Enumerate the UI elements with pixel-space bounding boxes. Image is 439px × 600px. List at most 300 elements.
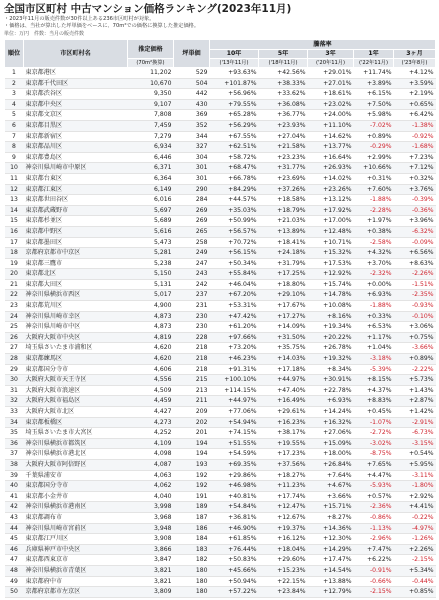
growth-3m-cell: +7.23% <box>394 152 436 163</box>
growth-5y-cell: +17.27% <box>259 311 308 322</box>
growth-3y-cell: +27.06% <box>308 428 354 439</box>
growth-3m-cell: -4.97% <box>394 523 436 534</box>
growth-1y-cell: +0.57% <box>354 491 394 502</box>
growth-1y-cell: +4.37% <box>354 385 394 396</box>
table-row <box>5 322 436 333</box>
growth-10y-cell: +44.57% <box>210 195 259 206</box>
tsubo-cell: 202 <box>174 417 210 428</box>
price-cell: 4,087 <box>128 459 174 470</box>
price-cell: 9,350 <box>128 89 174 100</box>
growth-5y-cell: +17.74% <box>259 491 308 502</box>
tsubo-cell: 194 <box>174 438 210 449</box>
growth-3m-cell: -2.15% <box>394 555 436 566</box>
rank-cell: 12 <box>5 184 24 195</box>
tsubo-cell: 189 <box>174 502 210 513</box>
tsubo-cell: 187 <box>174 512 210 523</box>
rank-cell: 46 <box>5 544 24 555</box>
growth-1y-cell: -3.02% <box>354 438 394 449</box>
price-cell: 3,998 <box>128 502 174 513</box>
growth-10y-cell: +46.90% <box>210 523 259 534</box>
growth-3y-cell: +26.78% <box>308 343 354 354</box>
growth-3y-cell: +15.71% <box>308 502 354 513</box>
tsubo-cell: 180 <box>174 565 210 576</box>
growth-5y-cell: +47.40% <box>259 385 308 396</box>
rank-cell: 28 <box>5 354 24 365</box>
tsubo-cell: 290 <box>174 184 210 195</box>
table-row <box>5 110 436 121</box>
tsubo-cell: 249 <box>174 248 210 259</box>
table-row <box>5 396 436 407</box>
rank-cell: 4 <box>5 99 24 110</box>
tsubo-cell: 215 <box>174 375 210 386</box>
header-rank: 順位 <box>5 40 24 68</box>
growth-3m-cell: +5.73% <box>394 375 436 386</box>
municipality-cell: 神奈川県横浜市港北区 <box>24 449 128 460</box>
tsubo-cell: 269 <box>174 216 210 227</box>
growth-5y-cell: +18.58% <box>259 195 308 206</box>
growth-1y-cell: -1.88% <box>354 301 394 312</box>
growth-1y-cell: -2.36% <box>354 502 394 513</box>
growth-5y-cell: +14.03% <box>259 354 308 365</box>
growth-3y-cell: +23.26% <box>308 184 354 195</box>
growth-3y-cell: +26.93% <box>308 163 354 174</box>
growth-10y-cell: +56.57% <box>210 226 259 237</box>
growth-1y-cell: -1.88% <box>354 195 394 206</box>
growth-10y-cell: +36.81% <box>210 512 259 523</box>
rank-cell: 10 <box>5 163 24 174</box>
header-10y-sub: ('13年11月) <box>210 59 259 68</box>
growth-5y-cell: +18.04% <box>259 544 308 555</box>
rank-cell: 47 <box>5 555 24 566</box>
table-row <box>5 195 436 206</box>
price-cell: 4,819 <box>128 332 174 343</box>
growth-3y-cell: +8.34% <box>308 364 354 375</box>
growth-3y-cell: +23.02% <box>308 99 354 110</box>
municipality-cell: 大阪府大阪市中央区 <box>24 332 128 343</box>
growth-10y-cell: +51.55% <box>210 438 259 449</box>
price-cell: 6,934 <box>128 142 174 153</box>
municipality-cell: 大阪府大阪市阿倍野区 <box>24 459 128 470</box>
table-row <box>5 555 436 566</box>
growth-10y-cell: +46.98% <box>210 481 259 492</box>
price-cell: 4,459 <box>128 396 174 407</box>
table-row <box>5 205 436 216</box>
tsubo-cell: 201 <box>174 428 210 439</box>
growth-5y-cell: +17.67% <box>259 301 308 312</box>
price-cell: 3,809 <box>128 587 174 598</box>
table-row <box>5 481 436 492</box>
growth-3y-cell: +14.24% <box>308 407 354 418</box>
growth-3m-cell: +6.56% <box>394 248 436 259</box>
header-3m-sub: ('23年8月) <box>394 59 436 68</box>
rank-cell: 16 <box>5 226 24 237</box>
header-3y: 3年 <box>308 50 354 59</box>
table-row <box>5 417 436 428</box>
municipality-cell: 東京都北区 <box>24 269 128 280</box>
growth-1y-cell: -2.28% <box>354 205 394 216</box>
tsubo-cell: 265 <box>174 226 210 237</box>
growth-3y-cell: +15.09% <box>308 438 354 449</box>
growth-3y-cell: +14.62% <box>308 131 354 142</box>
growth-3y-cell: +12.48% <box>308 226 354 237</box>
growth-3y-cell: +12.92% <box>308 269 354 280</box>
growth-10y-cell: +53.31% <box>210 301 259 312</box>
growth-3y-cell: +14.29% <box>308 544 354 555</box>
growth-5y-cell: +21.03% <box>259 216 308 227</box>
growth-3m-cell: +4.41% <box>394 502 436 513</box>
growth-1y-cell: +10.66% <box>354 163 394 174</box>
tsubo-cell: 183 <box>174 544 210 555</box>
growth-1y-cell: +6.93% <box>354 290 394 301</box>
growth-1y-cell: +7.65% <box>354 459 394 470</box>
municipality-cell: 大阪府大阪市福島区 <box>24 396 128 407</box>
growth-3y-cell: +13.12% <box>308 195 354 206</box>
table-row <box>5 152 436 163</box>
table-row <box>5 544 436 555</box>
growth-3y-cell: +30.91% <box>308 375 354 386</box>
growth-3y-cell: +17.53% <box>308 258 354 269</box>
tsubo-cell: 231 <box>174 301 210 312</box>
tsubo-cell: 237 <box>174 290 210 301</box>
rank-cell: 39 <box>5 470 24 481</box>
growth-5y-cell: +14.09% <box>259 322 308 333</box>
growth-3y-cell: +11.10% <box>308 120 354 131</box>
growth-10y-cell: +76.44% <box>210 544 259 555</box>
tsubo-cell: 192 <box>174 470 210 481</box>
tsubo-cell: 230 <box>174 311 210 322</box>
price-cell: 6,149 <box>128 184 174 195</box>
price-cell: 4,900 <box>128 301 174 312</box>
municipality-cell: 神奈川県横浜市西区 <box>24 290 128 301</box>
growth-5y-cell: +13.89% <box>259 226 308 237</box>
growth-5y-cell: +35.75% <box>259 343 308 354</box>
growth-5y-cell: +27.04% <box>259 131 308 142</box>
price-cell: 3,968 <box>128 512 174 523</box>
growth-10y-cell: +79.55% <box>210 99 259 110</box>
price-cell: 7,459 <box>128 120 174 131</box>
growth-3m-cell: -1.38% <box>394 120 436 131</box>
price-cell: 4,509 <box>128 385 174 396</box>
growth-5y-cell: +21.58% <box>259 142 308 153</box>
table-row <box>5 512 436 523</box>
price-cell: 5,238 <box>128 258 174 269</box>
price-cell: 5,473 <box>128 237 174 248</box>
growth-3y-cell: +6.93% <box>308 396 354 407</box>
rank-cell: 18 <box>5 248 24 259</box>
growth-5y-cell: +22.15% <box>259 576 308 587</box>
tsubo-cell: 247 <box>174 258 210 269</box>
municipality-cell: 東京都中央区 <box>24 99 128 110</box>
header-5y-sub: ('18年11月) <box>259 59 308 68</box>
growth-10y-cell: +47.42% <box>210 311 259 322</box>
growth-3m-cell: +7.12% <box>394 163 436 174</box>
tsubo-cell: 194 <box>174 449 210 460</box>
growth-1y-cell: +6.22% <box>354 555 394 566</box>
tsubo-cell: 191 <box>174 491 210 502</box>
municipality-cell: 兵庫県神戸市中央区 <box>24 544 128 555</box>
growth-3m-cell: -0.93% <box>394 301 436 312</box>
growth-3y-cell: +14.36% <box>308 523 354 534</box>
municipality-cell: 東京都国分寺市 <box>24 364 128 375</box>
rank-cell: 5 <box>5 110 24 121</box>
growth-3y-cell: +20.22% <box>308 332 354 343</box>
growth-5y-cell: +23.93% <box>259 120 308 131</box>
growth-10y-cell: +57.22% <box>210 587 259 598</box>
growth-1y-cell: +0.31% <box>354 173 394 184</box>
growth-5y-cell: +23.84% <box>259 587 308 598</box>
growth-5y-cell: +33.62% <box>259 89 308 100</box>
growth-3m-cell: +3.06% <box>394 322 436 333</box>
growth-3m-cell: +1.42% <box>394 407 436 418</box>
municipality-cell: 東京都杉並区 <box>24 216 128 227</box>
growth-3y-cell: +15.32% <box>308 248 354 259</box>
growth-10y-cell: +74.15% <box>210 428 259 439</box>
rank-cell: 11 <box>5 173 24 184</box>
rank-cell: 2 <box>5 78 24 89</box>
growth-3y-cell: +17.47% <box>308 555 354 566</box>
table-row <box>5 470 436 481</box>
growth-3y-cell: +15.74% <box>308 279 354 290</box>
growth-3m-cell: -3.66% <box>394 343 436 354</box>
growth-5y-cell: +15.23% <box>259 565 308 576</box>
growth-1y-cell: +4.47% <box>354 470 394 481</box>
rank-cell: 33 <box>5 407 24 418</box>
growth-10y-cell: +54.94% <box>210 417 259 428</box>
rank-cell: 19 <box>5 258 24 269</box>
growth-5y-cell: +17.25% <box>259 269 308 280</box>
growth-3y-cell: +8.27% <box>308 512 354 523</box>
growth-1y-cell: +11.74% <box>354 68 394 79</box>
price-cell: 7,279 <box>128 131 174 142</box>
table-row <box>5 184 436 195</box>
growth-10y-cell: +66.78% <box>210 173 259 184</box>
growth-3m-cell: +3.96% <box>394 216 436 227</box>
municipality-cell: 東京都千代田区 <box>24 78 128 89</box>
municipality-cell: 東京都渋谷区 <box>24 89 128 100</box>
growth-3m-cell: +2.19% <box>394 89 436 100</box>
table-row <box>5 78 436 89</box>
table-row <box>5 428 436 439</box>
growth-3y-cell: +26.84% <box>308 459 354 470</box>
growth-5y-cell: +44.97% <box>259 375 308 386</box>
growth-1y-cell: +1.97% <box>354 216 394 227</box>
growth-3y-cell: +16.32% <box>308 417 354 428</box>
growth-1y-cell: +0.89% <box>354 131 394 142</box>
growth-5y-cell: +29.60% <box>259 555 308 566</box>
table-row <box>5 502 436 513</box>
growth-3y-cell: +19.32% <box>308 354 354 365</box>
municipality-cell: 東京都三鷹市 <box>24 258 128 269</box>
growth-10y-cell: +46.23% <box>210 354 259 365</box>
growth-3y-cell: +19.34% <box>308 322 354 333</box>
rank-cell: 15 <box>5 216 24 227</box>
growth-3m-cell: +0.75% <box>394 332 436 343</box>
table-row <box>5 385 436 396</box>
growth-10y-cell: +46.04% <box>210 279 259 290</box>
growth-10y-cell: +100.10% <box>210 375 259 386</box>
growth-3m-cell: -1.26% <box>394 534 436 545</box>
growth-1y-cell: +4.32% <box>354 248 394 259</box>
rank-cell: 50 <box>5 587 24 598</box>
growth-5y-cell: +12.67% <box>259 512 308 523</box>
municipality-cell: 大阪府大阪市北区 <box>24 407 128 418</box>
rank-cell: 23 <box>5 301 24 312</box>
table-row <box>5 407 436 418</box>
growth-5y-cell: +31.79% <box>259 258 308 269</box>
growth-3m-cell: +4.12% <box>394 68 436 79</box>
rank-cell: 31 <box>5 385 24 396</box>
table-row <box>5 120 436 131</box>
tsubo-cell: 242 <box>174 279 210 290</box>
growth-10y-cell: +97.66% <box>210 332 259 343</box>
growth-10y-cell: +50.83% <box>210 555 259 566</box>
growth-3y-cell: +14.54% <box>308 565 354 576</box>
tsubo-cell: 213 <box>174 385 210 396</box>
growth-3y-cell: +16.64% <box>308 152 354 163</box>
table-row <box>5 449 436 460</box>
growth-5y-cell: +16.49% <box>259 396 308 407</box>
growth-5y-cell: +24.18% <box>259 248 308 259</box>
price-cell: 4,556 <box>128 375 174 386</box>
municipality-cell: 千葉県浦安市 <box>24 470 128 481</box>
rank-cell: 24 <box>5 311 24 322</box>
tsubo-cell: 369 <box>174 110 210 121</box>
municipality-cell: 神奈川県川崎市中区 <box>24 322 128 333</box>
municipality-cell: 東京都府中市 <box>24 576 128 587</box>
growth-10y-cell: +67.20% <box>210 290 259 301</box>
price-cell: 4,620 <box>128 354 174 365</box>
growth-1y-cell: +1.17% <box>354 332 394 343</box>
note-line-1: ・2023年11月の販売件数が30件以上ある236市区町村が対象。 <box>4 16 155 22</box>
growth-5y-cell: +11.23% <box>259 481 308 492</box>
municipality-cell: 東京都新宿区 <box>24 131 128 142</box>
tsubo-cell: 228 <box>174 332 210 343</box>
tsubo-cell: 218 <box>174 364 210 375</box>
growth-5y-cell: +18.80% <box>259 279 308 290</box>
growth-3m-cell: -0.39% <box>394 195 436 206</box>
price-cell: 9,107 <box>128 99 174 110</box>
price-cell: 4,040 <box>128 491 174 502</box>
growth-3m-cell: +1.43% <box>394 385 436 396</box>
growth-5y-cell: +37.26% <box>259 184 308 195</box>
header-price: 推定価格 <box>128 40 174 59</box>
growth-1y-cell: -5.39% <box>354 364 394 375</box>
rank-cell: 21 <box>5 279 24 290</box>
table-row <box>5 258 436 269</box>
growth-1y-cell: +5.98% <box>354 110 394 121</box>
growth-3m-cell: +5.95% <box>394 459 436 470</box>
municipality-cell: 東京都港区 <box>24 68 128 79</box>
header-10y: 10年 <box>210 50 259 59</box>
price-cell: 4,252 <box>128 428 174 439</box>
growth-10y-cell: +69.35% <box>210 459 259 470</box>
table-row <box>5 534 436 545</box>
growth-3y-cell: +4.67% <box>308 481 354 492</box>
rank-cell: 3 <box>5 89 24 100</box>
price-cell: 6,016 <box>128 195 174 206</box>
growth-1y-cell: +8.15% <box>354 375 394 386</box>
growth-3y-cell: +12.79% <box>308 587 354 598</box>
municipality-cell: 東京都墨田区 <box>24 237 128 248</box>
growth-3m-cell: +6.42% <box>394 110 436 121</box>
growth-10y-cell: +56.15% <box>210 248 259 259</box>
growth-1y-cell: +6.15% <box>354 89 394 100</box>
growth-1y-cell: -2.15% <box>354 587 394 598</box>
growth-3m-cell: -0.92% <box>394 131 436 142</box>
rank-cell: 41 <box>5 491 24 502</box>
tsubo-cell: 218 <box>174 343 210 354</box>
municipality-cell: 東京都西東京市 <box>24 555 128 566</box>
municipality-cell: 東京都国分寺市 <box>24 481 128 492</box>
tsubo-cell: 180 <box>174 576 210 587</box>
table-row <box>5 99 436 110</box>
growth-3y-cell: +24.00% <box>308 110 354 121</box>
growth-1y-cell: +3.70% <box>354 258 394 269</box>
growth-3y-cell: +17.92% <box>308 205 354 216</box>
price-cell: 7,808 <box>128 110 174 121</box>
price-cell: 4,062 <box>128 481 174 492</box>
municipality-cell: 神奈川県川崎市中原区 <box>24 163 128 174</box>
rank-cell: 44 <box>5 523 24 534</box>
table-row <box>5 248 436 259</box>
table-row <box>5 237 436 248</box>
growth-3m-cell: -0.10% <box>394 311 436 322</box>
rank-cell: 40 <box>5 481 24 492</box>
tsubo-cell: 304 <box>174 152 210 163</box>
growth-1y-cell: +0.38% <box>354 226 394 237</box>
rank-cell: 42 <box>5 502 24 513</box>
table-row <box>5 269 436 280</box>
municipality-cell: 京都府京都市左京区 <box>24 587 128 598</box>
growth-10y-cell: +56.29% <box>210 120 259 131</box>
price-cell: 4,109 <box>128 438 174 449</box>
municipality-cell: 東京都板橋区 <box>24 417 128 428</box>
growth-10y-cell: +55.84% <box>210 269 259 280</box>
growth-5y-cell: +36.08% <box>259 99 308 110</box>
growth-1y-cell: -0.91% <box>354 565 394 576</box>
growth-3m-cell: -6.73% <box>394 428 436 439</box>
growth-5y-cell: +18.79% <box>259 205 308 216</box>
municipality-cell: 京都府京都市中京区 <box>24 248 128 259</box>
growth-5y-cell: +31.77% <box>259 163 308 174</box>
growth-10y-cell: +50.94% <box>210 576 259 587</box>
price-cell: 4,606 <box>128 364 174 375</box>
price-cell: 3,847 <box>128 555 174 566</box>
table-row <box>5 301 436 312</box>
municipality-cell: 東京都練馬区 <box>24 354 128 365</box>
municipality-cell: 東京都江戸川区 <box>24 534 128 545</box>
tsubo-cell: 269 <box>174 205 210 216</box>
municipality-cell: 東京都目黒区 <box>24 120 128 131</box>
growth-3m-cell: -2.35% <box>394 290 436 301</box>
table-row <box>5 364 436 375</box>
tsubo-cell: 504 <box>174 78 210 89</box>
table-row <box>5 565 436 576</box>
growth-1y-cell: +2.99% <box>354 152 394 163</box>
header-5y: 5年 <box>259 50 308 59</box>
price-cell: 3,866 <box>128 544 174 555</box>
growth-10y-cell: +84.29% <box>210 184 259 195</box>
growth-1y-cell: -0.66% <box>354 576 394 587</box>
growth-3m-cell: +0.65% <box>394 99 436 110</box>
growth-3m-cell: -0.22% <box>394 512 436 523</box>
growth-3m-cell: +2.92% <box>394 491 436 502</box>
price-cell: 11,202 <box>128 68 174 79</box>
growth-5y-cell: +12.47% <box>259 502 308 513</box>
growth-3m-cell: -0.09% <box>394 237 436 248</box>
municipality-cell: 埼玉県さいたま市大宮区 <box>24 428 128 439</box>
rank-cell: 9 <box>5 152 24 163</box>
